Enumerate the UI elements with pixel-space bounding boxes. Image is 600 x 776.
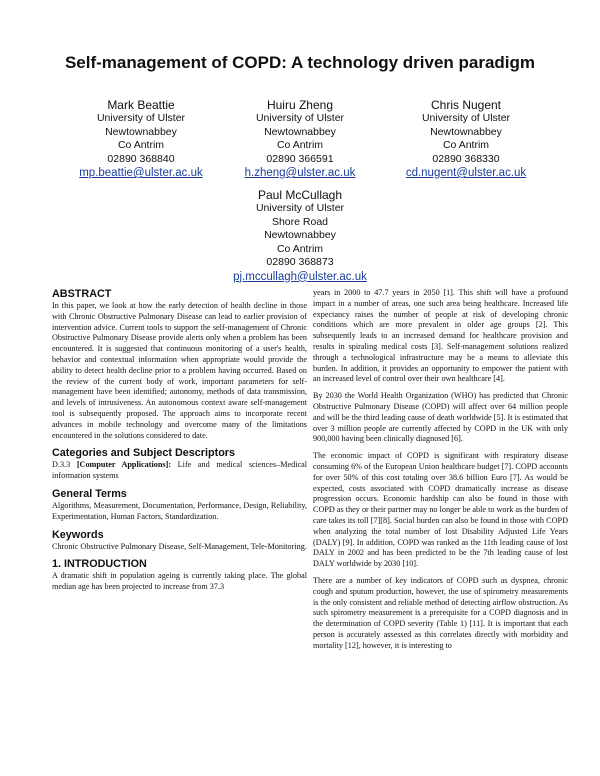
author-county: Co Antrim xyxy=(276,242,324,255)
introduction-heading: 1. INTRODUCTION xyxy=(52,558,147,571)
right-column xyxy=(313,288,568,652)
author-email-link[interactable]: mp.beattie@ulster.ac.uk xyxy=(79,167,203,179)
author-email-link[interactable]: cd.nugent@ulster.ac.uk xyxy=(405,167,527,179)
body-paragraph: By 2030 the World Health Organization (WHO) has predicted that Chronic Obstructive Pulmonary Disease (COPD) will affect over 64 million people and will be the third leading cause of death worldwide [5]. It is estimated that over 3 million people are currently affected by COPD in the UK with only 900,000 having been clinically diagnosed [6]. xyxy=(313,391,568,444)
body-paragraph: There are a number of key indicators of COPD such as dyspnea, chronic cough and sputum production, however, the use of spirometry measurements is the only consistent and reliable method of detecting airflow obstruction. As such spirometry measurement is a prerequisite for a COPD diagnosis and in the determination of COPD severity (Table 1) [11]. It is important that each person is accurately assessed as this correlates directly with morbidity and mortality [12], however, it is interesting to xyxy=(313,575,568,650)
categories-heading: Categories and Subject Descriptors xyxy=(52,447,235,460)
paper-title: Self-management of COPD: A technology driven paradigm xyxy=(64,53,536,72)
keywords-heading: Keywords xyxy=(52,528,104,541)
author-block xyxy=(215,188,385,284)
author-affiliation: University of Ulster xyxy=(255,202,345,214)
author-affiliation: University of Ulster xyxy=(255,112,345,124)
author-name: Chris Nugent xyxy=(430,98,502,112)
author-affiliation: University of Ulster xyxy=(421,112,511,124)
author-email-link[interactable]: pj.mccullagh@ulster.ac.uk xyxy=(233,270,367,283)
author-name: Huiru Zheng xyxy=(266,98,334,112)
author-block xyxy=(381,98,551,180)
categories-label: [Computer Applications]: xyxy=(76,460,172,470)
author-city: Newtownabbey xyxy=(430,125,502,138)
categories-code: D.3.3 xyxy=(52,460,71,470)
author-block xyxy=(215,98,385,180)
body-paragraph: years in 2000 to 47.7 years in 2050 [1]. This shift will have a profound impact in a number of areas, one such area being healthcare. Increased life expectancy raises the number of people at risk of developing chronic conditions which are more prevalent in older age groups [2]. This subsequently leads to an increased demand for healthcare provision and results in spiraling medical costs [3]. Self-management solutions realized through a technological infrastructure may be a means to alleviate this burden. In addition, it provides an opportunity to empower the patient with an increased level of control over their own healthcare [4]. xyxy=(313,288,568,384)
author-name: Paul McCullagh xyxy=(257,188,343,202)
author-phone: 02890 368873 xyxy=(266,256,334,268)
general-terms-text: Algorithms, Measurement, Documentation, Performance, Design, Reliability, Experimentation, Human Factors, Standardization. xyxy=(52,500,307,521)
keywords-text: Chronic Obstructive Pulmonary Disease, Self-Management, Tele-Monitoring. xyxy=(52,541,307,551)
general-terms-heading: General Terms xyxy=(52,487,127,500)
author-phone: 02890 366591 xyxy=(266,152,334,165)
categories-description: Life and medical sciences–Medical information systems xyxy=(52,460,308,481)
author-phone: 02890 368330 xyxy=(432,152,500,165)
author-county: Co Antrim xyxy=(442,139,490,151)
left-column xyxy=(52,288,307,593)
categories-text xyxy=(52,460,307,482)
abstract-text: In this paper, we look at how the early detection of health decline in those with Chronic Obstructive Pulmonary Disease can lead to earlier provision of intervention advice. Current tools to support the self-management of Chronic Obstructive Pulmonary Disease provide alerts only when a problem has been encountered. It is suggested that continuous monitoring of a user's health, behavior and contextual information when appropriate would provide the ability to detect health decline prior to a problem having occurred. Based on the review of the current body of work, important parameters for self-management have been identified; autonomy, methods of data transmission, and levels of intrusiveness. An autonomous context aware self-management tool is subsequently proposed. The approach aims to incorporate recent advances in mobile technology and overcome many of the limitations encountered in the solutions considered to date. xyxy=(52,301,307,440)
author-name: Mark Beattie xyxy=(107,98,175,112)
author-phone: 02890 368840 xyxy=(107,152,175,165)
author-affiliation: University of Ulster xyxy=(96,112,186,124)
abstract-heading: ABSTRACT xyxy=(52,288,112,300)
author-city: Newtownabbey xyxy=(105,125,177,138)
author-road: Shore Road xyxy=(271,215,329,228)
author-city: Newtownabbey xyxy=(264,125,336,138)
body-paragraph: The economic impact of COPD is significant with respiratory disease consuming 6% of the European Union healthcare budget [7]. COPD accounts for over 50% of this cost totaling over 38.6 billion Euro [7]. As would be expected, costs associated with COPD dramatically increase as disease progression occurs. Economic hardship can also be found in those with COPD as they or their partner may no longer be able to work as the burden of care takes its toll [7][8]. Social burden can also be found in those with COPD when analyzing the total number of lost Disability Adjusted Life Years (DALY) [9]. In addition, COPD was ranked as the 11th leading cause of lost DALY in 2002 and has been predicted to be the 7th leading cause of lost DALY worldwide by 2030 [10]. xyxy=(313,451,568,569)
author-city: Newtownabbey xyxy=(264,229,336,241)
author-county: Co Antrim xyxy=(276,139,324,151)
author-email-link[interactable]: h.zheng@ulster.ac.uk xyxy=(244,167,356,179)
author-county: Co Antrim xyxy=(117,139,165,151)
author-block xyxy=(56,98,226,180)
introduction-text: A dramatic shift in population ageing is currently taking place. The global median age has been projected to increase from 37.3 xyxy=(52,571,307,592)
